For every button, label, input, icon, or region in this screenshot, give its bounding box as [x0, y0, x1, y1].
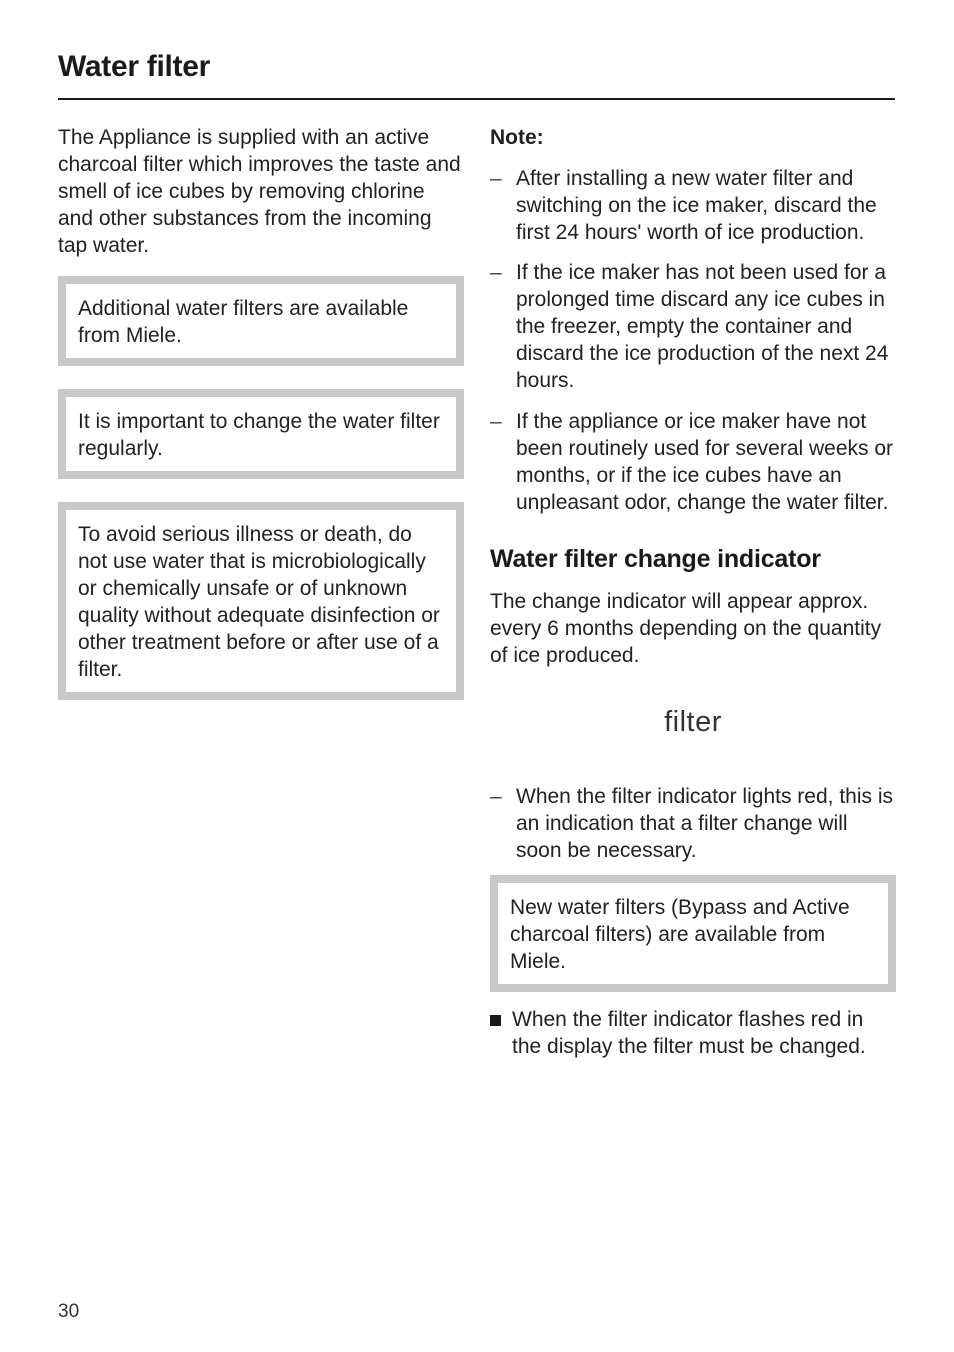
intro-paragraph: The Appliance is supplied with an active charcoal filter which improves the taste and smell of ice cubes by removing chlorine and other substances from the incoming tap water. — [58, 126, 461, 257]
dash-marker: – — [490, 167, 502, 190]
instruction-text: When the filter indicator flashes red in the display the filter must be changed. — [512, 1008, 866, 1058]
note-item — [490, 408, 896, 516]
indicator-item-text: When the filter indicator lights red, this is an indication that a filter change will soon be necessary. — [516, 785, 893, 862]
note-item — [490, 165, 896, 246]
info-box-text: It is important to change the water filter regularly. — [78, 410, 440, 460]
info-box-text: Additional water filters are available from Miele. — [78, 297, 409, 347]
note-item-text: After installing a new water filter and switching on the ice maker, discard the first 24 hours' worth of ice production. — [516, 167, 877, 244]
warning-box-text: To avoid serious illness or death, do not use water that is microbiologically or chemically unsafe or of unknown quality without adequate disinfection or other treatment before or after use of a filter. — [78, 523, 440, 681]
warning-box-water-safety — [58, 502, 464, 700]
section-heading: Water filter change indicator — [490, 545, 821, 573]
dash-marker: – — [490, 410, 502, 433]
info-box-text: New water filters (Bypass and Active charcoal filters) are available from Miele. — [510, 896, 850, 973]
dash-marker: – — [490, 785, 502, 808]
page-number: 30 — [58, 1301, 80, 1322]
indicator-paragraph: The change indicator will appear approx. every 6 months depending on the quantity of ice produced. — [490, 590, 882, 667]
page-title: Water filter — [58, 50, 210, 83]
note-label: Note: — [490, 126, 544, 149]
left-column — [58, 124, 464, 700]
instruction-item — [490, 1006, 896, 1060]
note-item-text: If the appliance or ice maker have not been routinely used for several weeks or months, or if the ice cubes have an unpleasant odor, change the water filter. — [516, 410, 894, 514]
info-box-change-regularly — [58, 389, 464, 479]
dash-marker: – — [490, 261, 502, 284]
info-box-new-filters — [490, 875, 896, 992]
right-column — [490, 124, 896, 1060]
note-item-text: If the ice maker has not been used for a prolonged time discard any ice cubes in the freezer, empty the container and discard the ice production of the next 24 hours. — [516, 261, 889, 392]
note-item — [490, 259, 896, 394]
display-indicator-word: filter — [664, 706, 722, 738]
indicator-item — [490, 783, 896, 864]
square-bullet-icon — [490, 1015, 501, 1026]
info-box-additional-filters — [58, 276, 464, 366]
title-rule — [58, 98, 895, 100]
